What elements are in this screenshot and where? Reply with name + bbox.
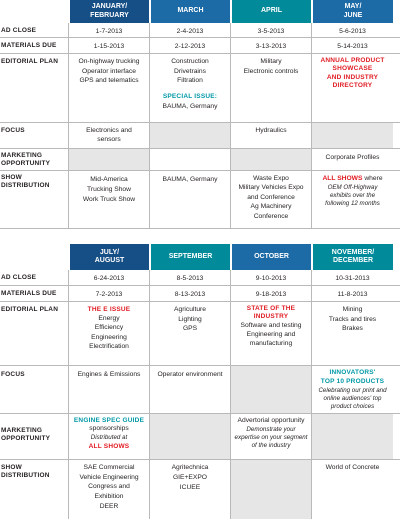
ad-close-value: 1-7-2013 <box>68 23 149 37</box>
row-ad-close <box>0 270 400 286</box>
show-cell-may-june <box>311 171 393 228</box>
label-ad-close: AD CLOSE <box>1 27 37 34</box>
special-issue-text: BAUMA, Germany <box>162 102 218 110</box>
row-editorial-plan <box>0 54 400 123</box>
show-value: World of Concrete <box>311 460 393 519</box>
show-value: SAE Commercial Vehicle Engineering Congress and Exhibition DEER <box>68 460 149 519</box>
label-editorial-plan: EDITORIAL PLAN <box>1 306 59 313</box>
row-marketing <box>0 414 400 460</box>
innovators-note: Celebrating our print and online audiences' top product choices <box>318 386 387 411</box>
header-spacer <box>0 0 68 23</box>
editorial-value: Mining Tracks and tires Brakes <box>311 302 393 365</box>
editorial-cell-jul-aug <box>68 302 149 365</box>
editorial-cell-october <box>230 302 311 365</box>
marketing-empty <box>311 414 393 459</box>
label-marketing: MARKETING OPPORTUNITY <box>1 152 51 168</box>
schedule-table-1 <box>0 0 400 229</box>
editorial-cell-march <box>149 54 230 122</box>
materials-due-value: 2-12-2013 <box>149 38 230 53</box>
focus-value: Engines & Emissions <box>68 366 149 413</box>
focus-value <box>149 123 230 148</box>
ad-close-value: 6-24-2013 <box>68 270 149 285</box>
editorial-value: On-highway trucking Operator interface GPS and telematics <box>68 54 149 122</box>
header-spacer <box>0 244 68 270</box>
row-show-distribution <box>0 460 400 519</box>
marketing-cell-jul-aug <box>68 414 149 459</box>
show-value: where <box>362 175 383 182</box>
header-jul-aug: JULY/ AUGUST <box>68 244 149 270</box>
engine-spec-title: ENGINE SPEC GUIDE <box>73 417 145 424</box>
marketing-value <box>230 149 311 170</box>
show-value: Mid-America Trucking Show Work Truck Show <box>68 171 149 228</box>
row-focus <box>0 123 400 149</box>
materials-due-value: 9-18-2013 <box>230 286 311 301</box>
focus-cell-nov-dec <box>311 366 393 413</box>
schedule-table-2 <box>0 244 400 519</box>
marketing-value: Advertorial opportunity <box>237 417 305 424</box>
editorial-value: Energy Efficiency Engineering Electrification <box>89 315 129 350</box>
label-materials-due: MATERIALS DUE <box>1 290 57 297</box>
ad-close-value: 10-31-2013 <box>311 270 393 285</box>
materials-due-value: 1-15-2013 <box>68 38 149 53</box>
marketing-value <box>149 149 230 170</box>
all-shows-label: ALL SHOWS <box>88 442 130 450</box>
row-editorial-plan <box>0 302 400 366</box>
editorial-value: Military Electronic controls <box>230 54 311 122</box>
state-of-industry-title: STATE OF THE INDUSTRY <box>246 305 296 321</box>
materials-due-value: 11-8-2013 <box>311 286 393 301</box>
label-focus: FOCUS <box>1 371 25 378</box>
focus-value: Operator environment <box>149 366 230 413</box>
row-focus <box>0 366 400 414</box>
ad-close-value: 2-4-2013 <box>149 23 230 37</box>
show-value: Waste Expo Military Vehicles Expo and Conference Ag Machinery Conference <box>230 171 311 228</box>
ad-close-value: 9-10-2013 <box>230 270 311 285</box>
row-show-distribution <box>0 171 400 229</box>
materials-due-value: 5-14-2013 <box>311 38 393 53</box>
focus-value: Electronics and sensors <box>68 123 149 148</box>
editorial-value: Software and testing Engineering and manufacturing <box>240 322 302 348</box>
focus-value <box>311 123 393 148</box>
e-issue-title: THE E ISSUE <box>87 306 131 313</box>
header-september: SEPTEMBER <box>149 244 230 270</box>
show-value <box>230 460 311 519</box>
row-ad-close <box>0 23 400 38</box>
header-october: OCTOBER <box>230 244 311 270</box>
marketing-cell-october <box>230 414 311 459</box>
header-april: APRIL <box>230 0 311 23</box>
ad-close-value: 5-6-2013 <box>311 23 393 37</box>
editorial-value: Construction Drivetrains Filtration <box>171 58 209 85</box>
editorial-value: Agriculture Lighting GPS <box>149 302 230 365</box>
label-editorial-plan: EDITORIAL PLAN <box>1 58 59 65</box>
label-show-distribution: SHOW DISTRIBUTION <box>1 464 50 480</box>
row-marketing <box>0 149 400 171</box>
header-nov-dec: NOVEMBER/ DECEMBER <box>311 244 393 270</box>
materials-due-value: 3-13-2013 <box>230 38 311 53</box>
ad-close-value: 3-5-2013 <box>230 23 311 37</box>
marketing-value: sponsorships <box>89 425 129 433</box>
marketing-value: Corporate Profiles <box>311 149 393 170</box>
row-materials-due <box>0 38 400 54</box>
label-show-distribution: SHOW DISTRIBUTION <box>1 174 50 190</box>
header-may-june: MAY/ JUNE <box>311 0 393 23</box>
marketing-value <box>68 149 149 170</box>
header-jan-feb: JANUARY/ FEBRUARY <box>68 0 149 23</box>
all-shows-label: ALL SHOWS <box>322 175 363 182</box>
label-materials-due: MATERIALS DUE <box>1 42 57 49</box>
header-row <box>0 0 400 23</box>
marketing-note: Distributed at <box>90 434 128 442</box>
innovators-title: INNOVATORS' TOP 10 PRODUCTS <box>320 369 385 385</box>
row-materials-due <box>0 286 400 302</box>
header-march: MARCH <box>149 0 230 23</box>
annual-showcase-title: ANNUAL PRODUCT SHOWCASE AND INDUSTRY DIRECTORY <box>311 54 393 122</box>
show-value: Agritechnica GIE+EXPO ICUEE <box>149 460 230 519</box>
ad-close-value: 8-5-2013 <box>149 270 230 285</box>
label-marketing: MARKETING OPPORTUNITY <box>1 427 51 443</box>
marketing-empty <box>149 414 230 459</box>
materials-due-value: 8-13-2013 <box>149 286 230 301</box>
special-issue-label: SPECIAL ISSUE: <box>162 93 218 101</box>
focus-empty <box>230 366 311 413</box>
header-row <box>0 244 400 270</box>
materials-due-value: 7-2-2013 <box>68 286 149 301</box>
label-ad-close: AD CLOSE <box>1 274 37 281</box>
marketing-note: Demonstrate your expertise on your segment of the industry <box>234 425 308 450</box>
label-focus: FOCUS <box>1 127 25 134</box>
show-note: OEM Off-Highway exhibits over the following 12 months <box>325 183 380 208</box>
show-value: BAUMA, Germany <box>149 171 230 228</box>
focus-value: Hydraulics <box>230 123 311 148</box>
